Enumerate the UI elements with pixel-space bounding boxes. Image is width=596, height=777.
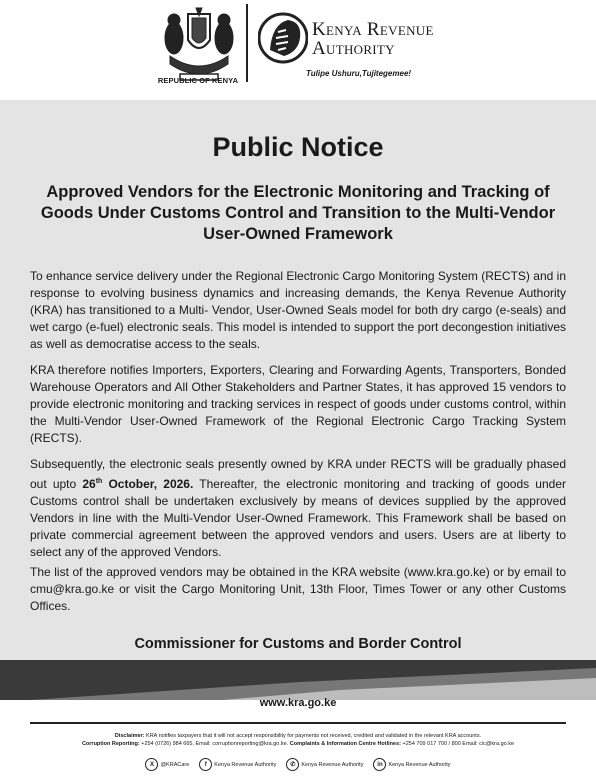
kra-name-line2: Authority bbox=[312, 38, 395, 59]
footer-disclaimer: Disclaimer: KRA notifies taxpayers that it will not accept responsibility for payments not received, credited and validated in the relevant KRA accounts. Corruption Reporting: +254 (0726) 984 665, Email: corruptionreporting@kra.go.ke. Complaints & Information Centre Hotlines: +254 709 017 700 / 800 Email: cic@kra.go.ke bbox=[81, 733, 515, 747]
kra-name-line1: Kenya Revenue bbox=[312, 19, 434, 40]
website-link[interactable]: www.kra.go.ke bbox=[259, 697, 337, 709]
social-x[interactable]: X @KRACare bbox=[145, 758, 189, 771]
decorative-stripe bbox=[0, 660, 596, 702]
x-icon: X bbox=[145, 758, 158, 771]
kra-slogan: Tulipe Ushuru,Tujitegemee! bbox=[306, 69, 412, 78]
paragraph-3 bbox=[30, 456, 566, 561]
signature-title: Commissioner for Customs and Border Control bbox=[134, 636, 462, 652]
footer-divider bbox=[30, 722, 566, 724]
linkedin-icon: in bbox=[373, 758, 386, 771]
social-linkedin[interactable]: in Kenya Revenue Authority bbox=[373, 758, 450, 771]
paragraph-4: The list of the approved vendors may be obtained in the KRA website (www.kra.go.ke) or by email to cmu@kra.go.ke or visit the Cargo Monitoring Unit, 13th Floor, Times Tower or any other Customs Offices. bbox=[30, 565, 566, 613]
paragraph-3-intro: Subsequently, the electronic seals presently owned by KRA under RECTS will be gradually phased out upto bbox=[30, 457, 566, 491]
facebook-icon: f bbox=[199, 758, 212, 771]
notice-subtitle: Approved Vendors for the Electronic Monitoring and Tracking of Goods Under Customs Control and Transition to the Multi-Vendor User-Owned Framework bbox=[40, 183, 556, 243]
paragraph-3-rest: Thereafter, the electronic monitoring and tracking of goods under Customs control shall be undertaken exclusively by means of devices supplied by the approved Vendors in line with the Multi-Vendor User-Owned Framework. This Framework shall be based on private commercial agreement between the approved vendors and users. Users are at liberty to select any of the approved Vendors. bbox=[30, 477, 566, 559]
header-divider bbox=[246, 4, 248, 82]
phase-out-date: 26th October, 2026. bbox=[82, 477, 194, 491]
social-facebook[interactable]: f Kenya Revenue Authority bbox=[199, 758, 276, 771]
social-links bbox=[0, 758, 596, 771]
paragraph-1: To enhance service delivery under the Regional Electronic Cargo Monitoring System (RECTS) and in response to evolving business dynamics and increasing demands, the Kenya Revenue Authority (KRA) has transitioned to a Multi- Vendor, User-Owned Seals model for both dry cargo (e-seals) and wet cargo (e-fuel) electronic seals. This model is intended to support the port decongestion initiatives as well as democratise access to the seals. bbox=[30, 269, 566, 351]
republic-of-kenya-label: REPUBLIC OF KENYA bbox=[157, 76, 239, 85]
phone-icon: ✆ bbox=[286, 758, 299, 771]
kra-lion-logo bbox=[258, 10, 308, 66]
notice-title: Public Notice bbox=[212, 132, 384, 162]
kra-name bbox=[312, 20, 434, 58]
paragraph-2: KRA therefore notifies Importers, Exporters, Clearing and Forwarding Agents, Transporters, Bonded Warehouse Operators and All Other Stakeholders and Partner States, it has approved 15 vendors to provide electronic monitoring and tracking services in respect of goods under customs control, within the Multi-Vendor User-Owned Framework of the Regional Electronic Cargo Tracking System (RECTS). bbox=[30, 363, 566, 445]
header bbox=[0, 0, 596, 100]
social-phone[interactable]: ✆ Kenya Revenue Authority bbox=[286, 758, 363, 771]
